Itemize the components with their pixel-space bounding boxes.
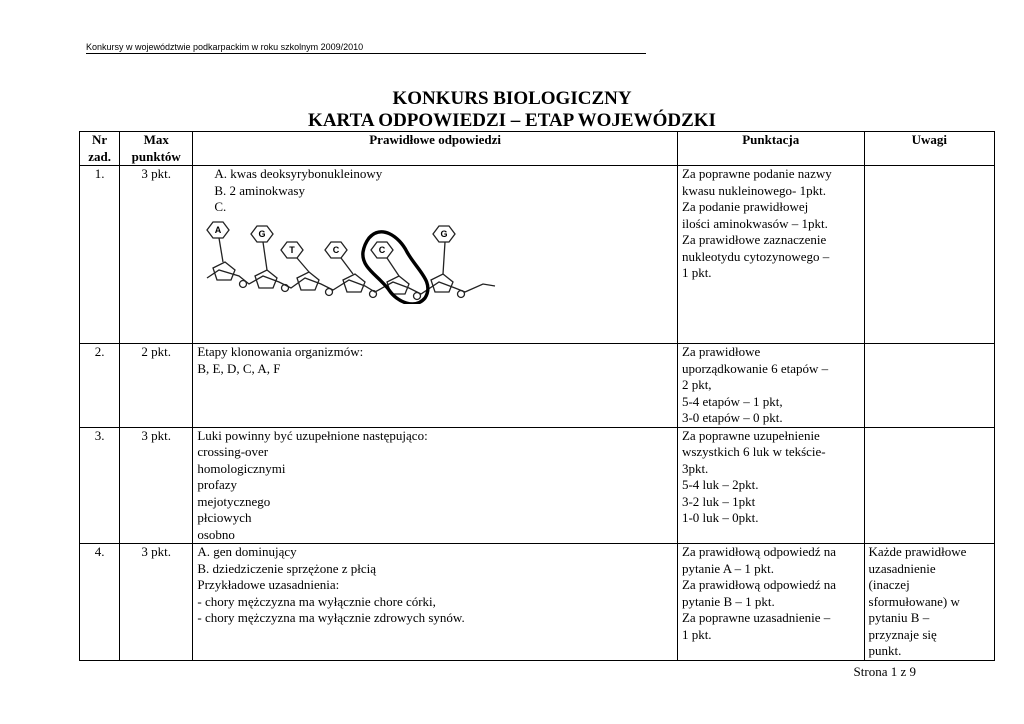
page-header: Konkursy w województwie podkarpackim w roku szkolnym 2009/2010 [86,42,646,54]
scoring-line: ilości aminokwasów – 1pkt. [681,215,828,231]
base-label: G [258,228,266,239]
note-line: (inaczej [868,577,910,592]
note-line: sformułowane) w [868,593,960,609]
note-line: Każde prawidłowe [868,544,967,559]
scoring-line: Za prawidłowe zaznaczenie [681,232,827,247]
table-row [80,427,995,544]
table-row [80,344,995,428]
scoring-line: kwasu nukleinowego- 1pkt. [681,182,826,198]
row-max: 3 pkt. [120,544,193,661]
scoring-line: 2 pkt, [681,377,712,392]
row-answers [193,427,678,544]
scoring-line: uporządkowanie 6 etapów – [681,360,829,376]
answer-line: osobno [197,526,235,542]
scoring-line: Za prawidłową odpowiedź na [681,577,837,592]
dna-strand-diagram [203,218,503,304]
answer-line: homologicznymi [197,460,286,476]
scoring-line: 5-4 luk – 2pkt. [681,477,759,492]
table-row [80,166,995,344]
row-notes [864,166,994,344]
row-nr: 3. [80,427,120,544]
answer-line: profazy [197,477,238,492]
row-answers [193,166,678,344]
row-answers [193,544,678,661]
answer-line: B, E, D, C, A, F [197,360,281,376]
note-line: pytaniu B – [868,610,930,625]
scoring-line: pytanie A – 1 pkt. [681,560,775,576]
scoring-line: Za prawidłową odpowiedź na [681,544,837,559]
scoring-line: Za podanie prawidłowej [681,199,809,214]
scoring-line: Za poprawne uzasadnienie – [681,610,831,625]
answer-line: C. [214,199,227,214]
row-nr: 4. [80,544,120,661]
answer-line: B. dziedziczenie sprzężone z płcią [197,560,377,576]
header-max: Max punktów [120,132,193,166]
answer-line: - chory mężczyzna ma wyłącznie zdrowych synów. [197,610,465,625]
base-label: C [333,244,340,255]
answer-line: A. kwas deoksyrybonukleinowy [214,166,383,181]
scoring-line: Za prawidłowe [681,344,761,359]
answer-line: Przykładowe uzasadnienia: [197,577,340,592]
scoring-line: 3pkt. [681,460,709,476]
scoring-line: nukleotydu cytozynowego – [681,248,830,264]
row-max: 2 pkt. [120,344,193,428]
answer-line: - chory mężczyzna ma wyłącznie chore córki, [197,593,436,609]
header-nr: Nr zad. [80,132,120,166]
row-notes [864,427,994,544]
scoring-line: Za poprawne podanie nazwy [681,166,832,181]
title-line-2: KARTA ODPOWIEDZI – ETAP WOJEWÓDZKI [308,110,716,131]
scoring-line: 1 pkt. [681,626,712,642]
row-max: 3 pkt. [120,427,193,544]
scoring-line: 1-0 luk – 0pkt. [681,510,759,525]
table-header-row [80,132,995,166]
scoring-line: wszystkich 6 luk w tekście- [681,444,826,459]
base-label: A [215,224,222,235]
answer-table [79,131,995,661]
page-number: Strona 1 z 9 [853,664,916,679]
scoring-line: 3-2 luk – 1pkt [681,493,756,509]
scoring-line: 1 pkt. [681,265,712,280]
header-scoring: Punktacja [677,132,864,166]
answer-line: A. gen dominujący [197,544,297,559]
answer-line: crossing-over [197,444,269,459]
scoring-line: Za poprawne uzupełnienie [681,427,820,443]
row-nr: 1. [80,166,120,344]
row-nr: 2. [80,344,120,428]
scoring-line: 5-4 etapów – 1 pkt, [681,393,783,409]
row-scoring [677,427,864,544]
base-label: C [379,244,386,255]
answer-line: Etapy klonowania organizmów: [197,344,364,359]
row-answers [193,344,678,428]
answer-line: płciowych [197,510,252,525]
base-label: G [440,228,448,239]
header-answers: Prawidłowe odpowiedzi [193,132,678,166]
row-max: 3 pkt. [120,166,193,344]
base-label: T [289,244,296,255]
scoring-line: 3-0 etapów – 0 pkt. [681,410,783,425]
row-notes [864,344,994,428]
row-notes [864,544,994,661]
header-notes: Uwagi [864,132,994,166]
note-line: przyznaje się [868,626,937,642]
table-row [80,544,995,661]
answer-line: B. 2 aminokwasy [214,182,305,198]
note-line: uzasadnienie [868,560,936,576]
row-scoring [677,344,864,428]
note-line: punkt. [868,643,902,658]
row-scoring [677,166,864,344]
title-line-1: KONKURS BIOLOGICZNY [392,88,632,109]
scoring-line: pytanie B – 1 pkt. [681,593,775,609]
answer-line: mejotycznego [197,493,271,509]
answer-line: Luki powinny być uzupełnione następująco: [197,427,428,443]
row-scoring [677,544,864,661]
